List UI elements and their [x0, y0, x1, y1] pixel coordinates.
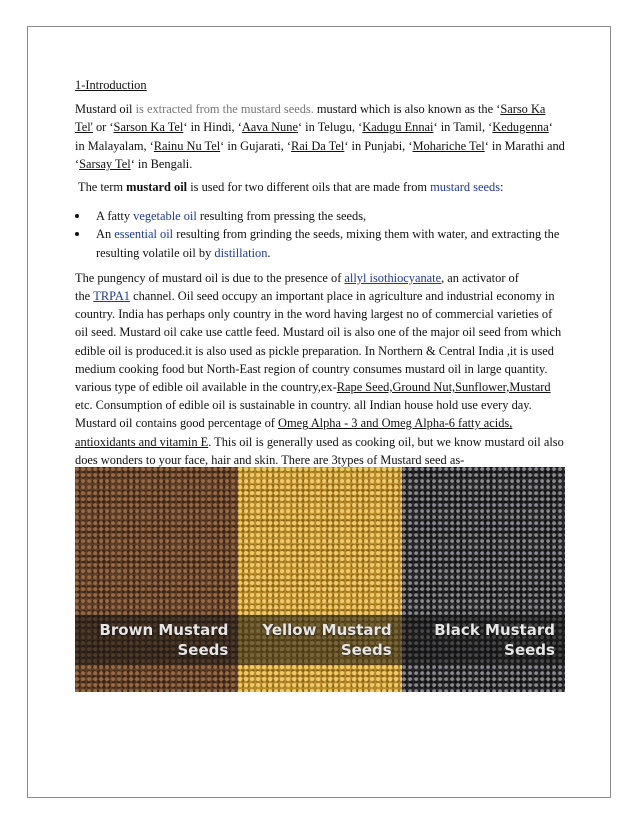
link-distillation[interactable]: distillation	[214, 245, 268, 260]
link-mustard-seeds[interactable]: mustard seeds	[430, 180, 501, 195]
text-run: The term	[78, 180, 127, 195]
link-aava-nune[interactable]: Aava Nune	[241, 120, 298, 135]
yellow-seeds-panel	[238, 467, 401, 692]
list-item	[75, 225, 565, 261]
link-rai-da-tel[interactable]: Rai Da Tel	[291, 138, 345, 153]
seed-label	[434, 620, 555, 660]
text-run: ‘ in Malayalam, ‘	[75, 120, 553, 153]
bullet-list	[75, 207, 565, 262]
black-seeds-panel	[402, 467, 565, 692]
text-run: .	[267, 245, 271, 260]
text-run: An	[96, 227, 115, 242]
text-run: , an activator of the	[75, 270, 519, 304]
text-run: . This oil is generally used as cooking oil, but we know mustard oil also does wonders to your face, hair and skin. There are 3types of Mustard seed as-	[75, 434, 564, 467]
bullet-icon	[75, 214, 79, 218]
text-run: resulting from pressing the seeds,	[196, 209, 367, 224]
text-run: ‘ in Bengali.	[130, 156, 193, 171]
text-run: channel. Oil seed occupy an important place in agriculture and industrial economy in country. India has perhaps only country in the word having largest no of commercial varieties of oil seed. Mustard oil cake use cattle feed. Mustard oil is also one of the major oil seed from which edible oil is produced.it is also used as pickle preparation. In Northern & Central India ,it is used medium cooking food but North-East region of country consumes mustard oil in large quantity. various type of edible oil available in the country,ex-	[75, 289, 562, 395]
text-run: ‘ in Gujarati, ‘	[220, 138, 292, 153]
document-body	[75, 76, 565, 469]
text-run: or ‘	[92, 120, 114, 135]
link-rainu-nu-tel[interactable]: Rainu Nu Tel	[153, 138, 221, 153]
intro-paragraph	[75, 100, 565, 173]
seed-label-line: Brown Mustard	[99, 621, 229, 639]
link-allyl-isothiocyanate[interactable]: allyl isothiocyanate	[344, 270, 442, 285]
text-run: :	[500, 180, 504, 195]
text-run: ‘ in Punjabi, ‘	[344, 138, 413, 153]
bold-term: mustard oil	[126, 180, 188, 195]
link-mohariche-tel[interactable]: Mohariche Tel	[412, 138, 485, 153]
link-kadugu-ennai[interactable]: Kadugu Ennai	[362, 120, 434, 135]
text-run: ‘ in Telugu, ‘	[297, 120, 363, 135]
bullet-icon	[75, 232, 79, 236]
seed-label	[99, 620, 228, 660]
link-fatty-acids[interactable]: Omeg Alpha - 3 and Omeg Alpha-6 fatty acids, antioxidants and vitamin E	[75, 416, 513, 449]
seed-label-line: Seeds	[177, 641, 229, 659]
text-run: ‘ in Tamil, ‘	[433, 120, 493, 135]
section-heading: 1-Introduction	[75, 78, 147, 92]
text-run: is used for two different oils that are made from	[187, 180, 431, 195]
mustard-seeds-image	[75, 467, 565, 692]
link-vegetable-oil[interactable]: vegetable oil	[133, 209, 197, 224]
text-run: The pungency of mustard oil is due to the presence of	[75, 270, 345, 285]
link-kedugenna[interactable]: Kedugenna	[492, 120, 549, 135]
term-paragraph	[78, 178, 565, 196]
text-run: Mustard oil	[75, 102, 133, 117]
text-run: mustard which is also known as the ‘	[316, 102, 501, 117]
link-sarso-ka-tel[interactable]: Sarso Ka Tel'	[75, 102, 546, 135]
text-run: A fatty	[96, 209, 134, 224]
seed-label-line: Black Mustard	[434, 621, 555, 639]
seed-label-line: Yellow Mustard	[262, 621, 392, 639]
link-edible-oils[interactable]: Rape Seed,Ground Nut,Sunflower,Mustard	[336, 380, 551, 395]
link-sarson-ka-tel[interactable]: Sarson Ka Tel	[113, 120, 184, 135]
text-run: resulting from grinding the seeds, mixing them with water, and extracting the resulting volatile oil by	[96, 227, 560, 260]
text-run: ‘ in Marathi and ‘	[75, 138, 565, 171]
link-trpa1[interactable]: TRPA1	[93, 289, 130, 304]
seed-label-line: Seeds	[340, 641, 392, 659]
text-run: ‘ in Hindi, ‘	[183, 120, 242, 135]
link-sarsay-tel[interactable]: Sarsay Tel	[79, 156, 131, 171]
seed-label	[262, 620, 391, 660]
brown-seeds-panel	[75, 467, 238, 692]
seed-label-line: Seeds	[504, 641, 555, 659]
body-paragraph	[75, 269, 565, 469]
text-run: etc. Consumption of edible oil is sustainable in country. all Indian house hold use every day. Mustard oil contains good percentage of	[75, 398, 532, 431]
text-run: is extracted from the mustard seeds.	[132, 102, 317, 117]
link-essential-oil[interactable]: essential oil	[114, 227, 174, 242]
list-item	[75, 207, 565, 225]
